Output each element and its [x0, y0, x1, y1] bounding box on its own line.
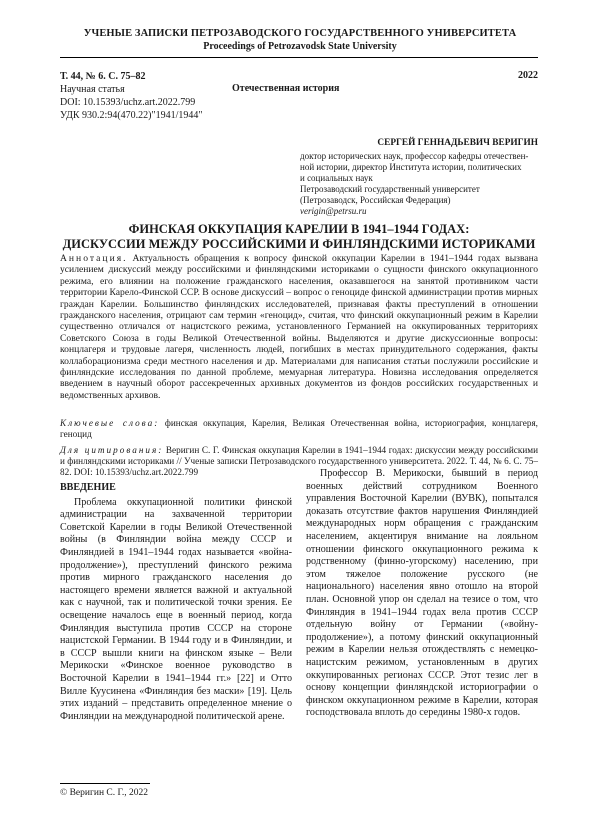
body-paragraph: Профессор В. Мерикоски, бывший в период военных действий сотрудником Военного управления Восточной Карелии (ВУВК), попытался доказать отсутствие фактов нарушения Финляндией международных норм обращения с гражданским населением, акцентируя внимание на лояльном отношении финского оккупационного режима к родственному (финно-угорскому) населению, при этом тяжелое положение русского (не национального) населения явно отошло на второй план. Основной упор он сделал на тезисе о том, что Финляндия в 1941–1944 годах вела против СССР отдельную войну от Германии («войну-продолжение»), а потому финский оккупационный режим в Карелии нельзя отождествлять с немецко-нацистским режимом, установленным в других оккупированных регионах СССР. Этот тезис лег в основу концепции финляндской историографии о финском оккупационном режиме в Карелии, которая господствовала вплоть до середины 1980-х годов. [306, 468, 538, 719]
year: 2022 [518, 70, 538, 81]
body-column-right [306, 468, 538, 720]
copyright: © Веригин С. Г., 2022 [60, 788, 149, 798]
author-line: ной истории, директор Института истории, политических [300, 162, 522, 172]
author-block [300, 138, 538, 217]
header-rule [60, 57, 538, 58]
keywords-label: Ключевые слова: [60, 418, 160, 428]
journal-title: УЧЕНЫЕ ЗАПИСКИ ПЕТРОЗАВОДСКОГО ГОСУДАРСТВЕННОГО УНИВЕРСИТЕТА [83, 28, 517, 39]
body-column-left [60, 482, 292, 723]
article-meta [60, 70, 260, 122]
title-line: ФИНСКАЯ ОККУПАЦИЯ КАРЕЛИИ В 1941–1944 ГОДАХ: [128, 222, 470, 236]
citation-label: Для цитирования: [60, 445, 164, 455]
keywords-text: финская оккупация, Карелия, Великая Отечественная война, историография, концлагеря, геноцид [60, 418, 538, 439]
author-name: СЕРГЕЙ ГЕННАДЬЕВИЧ ВЕРИГИН [377, 138, 538, 148]
citation-text: Веригин С. Г. Финская оккупация Карелии в 1941–1944 годах: дискуссии между российскими и финляндскими историками // Ученые записки Петрозаводского государственного университета. 2022. Т. 44, № 6. С. 75–82. DOI: 10.15393/uchz.art.2022.799 [60, 445, 538, 477]
title-line: ДИСКУССИИ МЕЖДУ РОССИЙСКИМИ И ФИНЛЯНДСКИМИ ИСТОРИКАМИ [62, 237, 536, 251]
abstract-text: Актуальность обращения к вопросу финской оккупации Карелии в 1941–1944 годах вызвана усилением дискуссий между российскими и финляндскими историками о сущности финского оккупационного режима, его влиянии на положение гражданского населения, оказавшегося на занятой противником части территории Карело-Финской ССР. В основе дискуссий – вопрос о геноциде финской администрации против мирных граждан Карелии. Большинство финляндских исследователей, признавая факты преступлений в отношении гражданского населения, отрицают сам термин «геноцид», считая, что финский оккупационный режим в Карелии существенно отличался от нацистского режима, установленного Германией на оккупированных территориях Советского Союза в годы Великой Отечественной войны. Выделяются и другие дискуссионные вопросы: концлагеря и трудовые лагеря, численность людей, погибших в местах принудительного содержания, факты коллаборационизма среди местного населения и др. Материалами для написания статьи послужили российские и финляндские исследования по данной проблеме, мемуарная литература. Новизна исследования определяется введением в научный оборот рассекреченных архивных документов из фондов российских государственных и ведомственных архивов. [60, 253, 538, 401]
footnote-rule [60, 783, 150, 784]
volume-info: Т. 44, № 6. С. 75–82 [60, 71, 146, 82]
author-line: доктор исторических наук, профессор кафедры отечествен- [300, 151, 529, 161]
doi: DOI: 10.15393/uchz.art.2022.799 [60, 97, 196, 108]
abstract [60, 253, 538, 401]
article-type: Научная статья [60, 84, 125, 95]
section-name: Отечественная история [232, 83, 340, 94]
author-line: Петрозаводский государственный университет [300, 184, 480, 194]
udk: УДК 930.2:94(470.22)"1941/1944" [60, 110, 203, 121]
author-line: (Петрозаводск, Российская Федерация) [300, 195, 451, 205]
body-paragraph: Проблема оккупационной политики финской администрации на захваченной территории Советской Карелии в годы Великой Отечественной войны (в Финляндии война между СССР и Финляндией в 1941–1944 годах называется «война-продолжение»), преступлений финского режима против мирного гражданского населения до настоящего времени является важной и актуальной как с научной, так и политической точки зрения. Ее освещение началось еще в военный период, когда Финляндия выступила против СССР на стороне нацистской Германии. В 1944 году и в Финляндии, и в СССР вышли книги на финском языке – Вели Мерикоски «Финское военное руководство в Восточной Карелии в 1941–1944 гг.» [22] и Отто Вилле Куусинена «Финляндия без маски» [19]. Цель этих изданий – представить определенное мнение о Финляндии на международной политической арене. [60, 496, 292, 722]
author-email: verigin@petrsu.ru [300, 206, 367, 216]
section-heading: ВВЕДЕНИЕ [60, 482, 116, 493]
abstract-label: Аннотация. [60, 253, 128, 264]
article-title [60, 222, 538, 252]
author-line: и социальных наук [300, 173, 373, 183]
journal-title-en: Proceedings of Petrozavodsk State University [203, 41, 397, 52]
keywords [60, 418, 538, 440]
